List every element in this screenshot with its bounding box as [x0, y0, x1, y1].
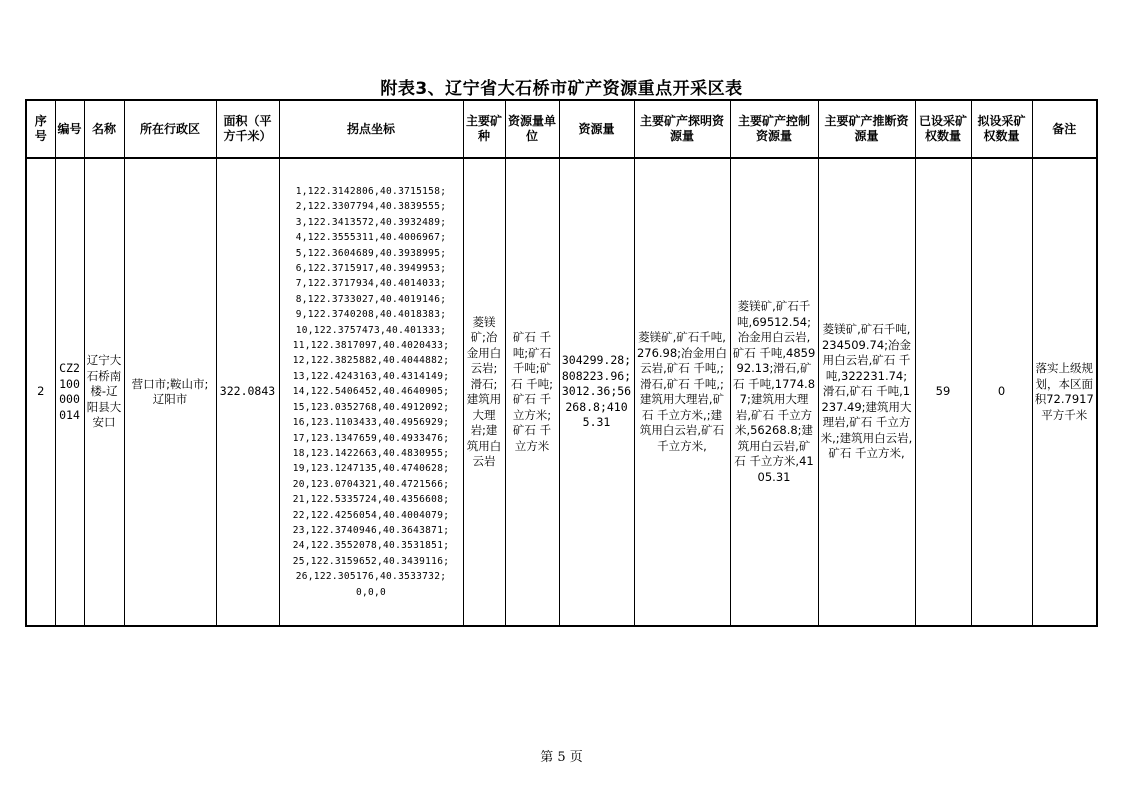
- cell-unit: 矿石 千吨;矿石千吨;矿石 千吨;矿石 千立方米;矿石 千立方米: [505, 158, 559, 626]
- coord-point: 5,122.3604689,40.3938995;: [295, 247, 447, 259]
- header-area: 面积（平方千米）: [216, 100, 279, 158]
- coord-point: 26,122.305176,40.3533732;: [295, 571, 447, 583]
- header-existing: 已设采矿权数量: [915, 100, 971, 158]
- coord-point: 13,122.4243163,40.4314149;: [292, 370, 450, 382]
- page-title: 附表3、辽宁省大石桥市矿产资源重点开采区表: [380, 79, 743, 99]
- cell-remark: 落实上级规划，本区面积72.7917平方千米: [1032, 158, 1097, 626]
- coord-point: 9,122.3740208,40.4018383;: [295, 309, 447, 321]
- cell-seq: 2: [26, 158, 55, 626]
- header-inferred: 主要矿产推断资源量: [818, 100, 915, 158]
- cell-resource: 304299.28;808223.96;3012.36;56268.8;4105.31: [559, 158, 634, 626]
- coord-point: 3,122.3413572,40.3932489;: [295, 216, 447, 228]
- coord-point: 4,122.3555311,40.4006967;: [295, 232, 447, 244]
- cell-area: 322.0843: [216, 158, 279, 626]
- cell-code: CZ2100000014: [55, 158, 84, 626]
- cell-name: 辽宁大石桥南楼-辽阳县大安口: [84, 158, 124, 626]
- coord-point: 18,123.1422663,40.4830955;: [292, 447, 450, 459]
- header-resource: 资源量: [559, 100, 634, 158]
- header-remark: 备注: [1032, 100, 1097, 158]
- coord-point: 17,123.1347659,40.4933476;: [292, 432, 450, 444]
- header-code: 编号: [55, 100, 84, 158]
- cell-coords: [279, 158, 463, 626]
- coord-point: 6,122.3715917,40.3949953;: [295, 263, 447, 275]
- coord-point: 15,123.0352768,40.4912092;: [292, 401, 450, 413]
- coord-point: 0,0,0: [355, 586, 387, 598]
- coord-point: 16,123.1103433,40.4956929;: [292, 417, 450, 429]
- coord-point: 10,122.3757473,40.401333;: [295, 324, 447, 336]
- coord-point: 21,122.5335724,40.4356608;: [292, 494, 450, 506]
- coord-point: 19,123.1247135,40.4740628;: [292, 463, 450, 475]
- header-planned: 拟设采矿权数量: [971, 100, 1032, 158]
- header-region: 所在行政区: [124, 100, 216, 158]
- header-row: [26, 100, 1097, 158]
- coord-point: 11,122.3817097,40.4020433;: [292, 340, 450, 352]
- cell-controlled: 菱镁矿,矿石千吨,69512.54;冶金用白云岩,矿石 千吨,485992.13;滑石,矿石 千吨,1774.87;建筑用大理岩,矿石 千立方米,56268.8;建筑用白云岩,矿石 千立方米,4105.31: [730, 158, 818, 626]
- cell-explored: 菱镁矿,矿石千吨,276.98;冶金用白云岩,矿石 千吨,;滑石,矿石 千吨,;建筑用大理岩,矿石 千立方米,;建筑用白云岩,矿石 千立方米,: [634, 158, 730, 626]
- coord-point: 8,122.3733027,40.4019146;: [295, 293, 447, 305]
- header-explored: 主要矿产探明资源量: [634, 100, 730, 158]
- mining-area-table: [25, 99, 1098, 627]
- table-row: [26, 158, 1097, 626]
- coord-point: 24,122.3552078,40.3531851;: [292, 540, 450, 552]
- page-number: 第 5 页: [540, 750, 583, 765]
- header-controlled: 主要矿产控制资源量: [730, 100, 818, 158]
- coord-point: 23,122.3740946,40.3643871;: [292, 524, 450, 536]
- cell-planned: 0: [971, 158, 1032, 626]
- coord-point: 7,122.3717934,40.4014033;: [295, 278, 447, 290]
- coord-point: 2,122.3307794,40.3839555;: [295, 201, 447, 213]
- header-name: 名称: [84, 100, 124, 158]
- coord-point: 25,122.3159652,40.3439116;: [292, 555, 450, 567]
- header-mineral: 主要矿种: [463, 100, 505, 158]
- coord-point: 14,122.5406452,40.4640905;: [292, 386, 450, 398]
- cell-inferred: 菱镁矿,矿石千吨,234509.74;冶金用白云岩,矿石 千吨,322231.74;滑石,矿石 千吨,1237.49;建筑用大理岩,矿石 千立方米,;建筑用白云岩,矿石 千立方米,: [818, 158, 915, 626]
- cell-region: 营口市;鞍山市;辽阳市: [124, 158, 216, 626]
- coord-point: 12,122.3825882,40.4044882;: [292, 355, 450, 367]
- coord-point: 1,122.3142806,40.3715158;: [295, 186, 447, 198]
- coord-point: 22,122.4256054,40.4004079;: [292, 509, 450, 521]
- header-unit: 资源量单位: [505, 100, 559, 158]
- cell-existing: 59: [915, 158, 971, 626]
- header-seq: 序号: [26, 100, 55, 158]
- cell-mineral: 菱镁矿;冶金用白云岩;滑石;建筑用大理岩;建筑用白云岩: [463, 158, 505, 626]
- header-coords: 拐点坐标: [279, 100, 463, 158]
- coord-point: 20,123.0704321,40.4721566;: [292, 478, 450, 490]
